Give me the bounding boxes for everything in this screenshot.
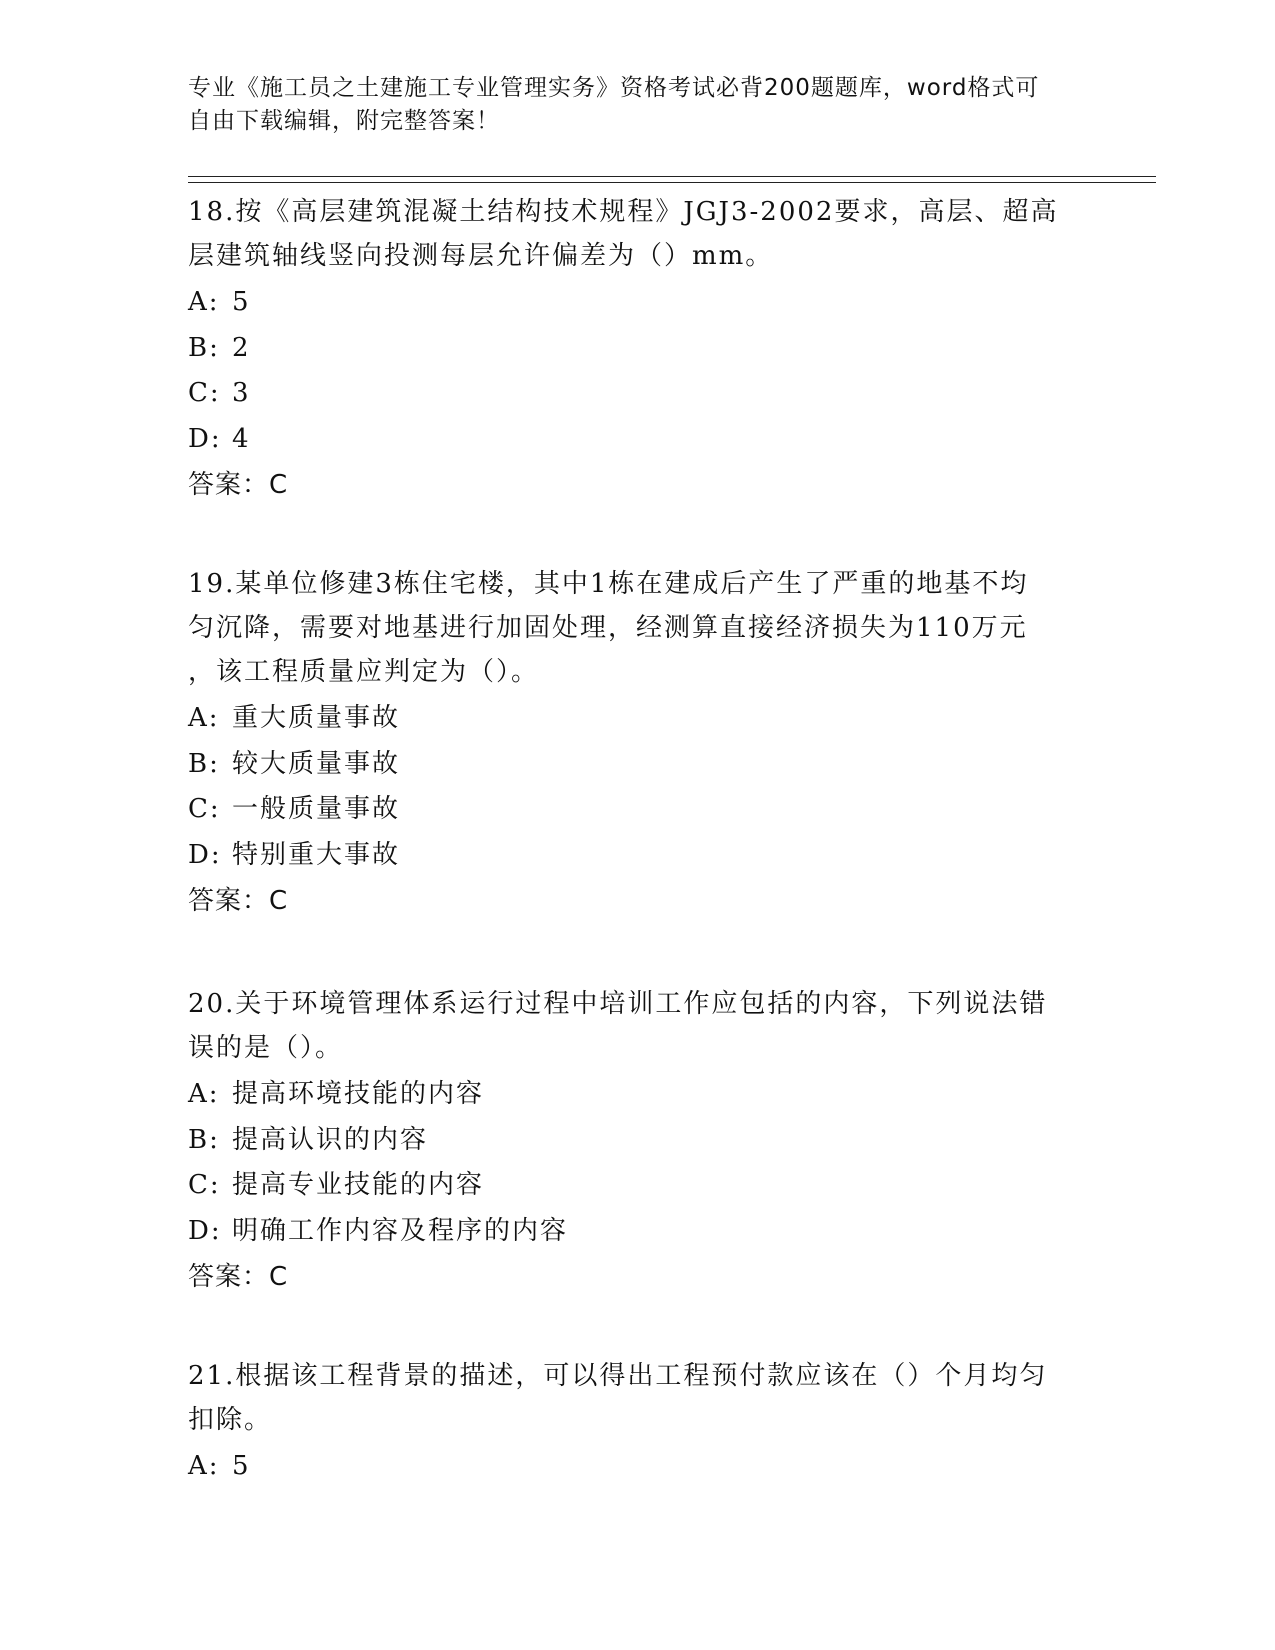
- question-stem-line: 扣除。: [188, 1405, 273, 1435]
- option-key: D:: [188, 1215, 222, 1246]
- document-header: [188, 72, 1088, 138]
- question-stem-line: 误的是（）。: [188, 1033, 344, 1063]
- option-text: 5: [232, 287, 251, 317]
- question-stem-line: 层建筑轴线竖向投测每层允许偏差为（）mm。: [188, 241, 774, 271]
- answer-option: [188, 742, 1088, 788]
- question-stem: [188, 188, 1088, 278]
- option-key: D:: [188, 839, 222, 870]
- question-stem: [188, 980, 1088, 1070]
- option-text: 提高专业技能的内容: [232, 1170, 485, 1200]
- answer-option: [188, 1163, 1088, 1209]
- question-stem-line: ，该工程质量应判定为（）。: [188, 657, 540, 687]
- question-stem-line: 20.关于环境管理体系运行过程中培训工作应包括的内容，下列说法错: [188, 989, 1048, 1019]
- option-text: 提高环境技能的内容: [232, 1079, 485, 1109]
- question-stem: [188, 560, 1088, 694]
- question-stem-line: 18.按《高层建筑混凝土结构技术规程》JGJ3-2002要求，高层、超高: [188, 197, 1059, 227]
- answer-option: [188, 1072, 1088, 1118]
- answer-option: [188, 1209, 1088, 1255]
- answer-option: [188, 417, 1088, 463]
- option-text: 重大质量事故: [232, 703, 401, 733]
- option-key: A:: [188, 287, 220, 317]
- option-text: 4: [232, 423, 251, 454]
- correct-answer: 答案：C: [188, 470, 289, 500]
- option-text: 明确工作内容及程序的内容: [232, 1215, 569, 1246]
- option-key: C:: [188, 1170, 221, 1200]
- option-key: B:: [188, 332, 220, 363]
- answer-option: [188, 326, 1088, 372]
- option-text: 一般质量事故: [232, 794, 401, 824]
- answer-option: [188, 833, 1088, 879]
- option-text: 特别重大事故: [232, 839, 401, 870]
- header-divider-bottom: [188, 182, 1156, 183]
- answer-option: [188, 696, 1088, 742]
- option-text: 较大质量事故: [232, 748, 401, 779]
- option-text: 3: [232, 378, 251, 408]
- correct-answer: 答案：C: [188, 1262, 289, 1292]
- answer-option: [188, 280, 1088, 326]
- question-item: [188, 560, 1088, 924]
- header-line-2: 自由下载编辑，附完整答案！: [188, 108, 500, 134]
- header-divider-top: [188, 176, 1156, 177]
- option-key: C:: [188, 794, 221, 824]
- option-key: A:: [188, 1451, 220, 1481]
- question-stem-line: 21.根据该工程背景的描述，可以得出工程预付款应该在（）个月均匀: [188, 1361, 1048, 1391]
- option-key: D:: [188, 423, 222, 454]
- answer-option: [188, 1118, 1088, 1164]
- correct-answer: 答案：C: [188, 886, 289, 916]
- option-key: B:: [188, 748, 220, 779]
- header-line-1: 专业《施工员之土建施工专业管理实务》资格考试必背200题题库，word格式可: [188, 75, 1040, 101]
- option-key: A:: [188, 703, 220, 733]
- option-key: B:: [188, 1124, 220, 1155]
- option-key: A:: [188, 1079, 220, 1109]
- question-item: [188, 980, 1088, 1300]
- question-item: [188, 1352, 1088, 1490]
- option-text: 2: [232, 332, 251, 363]
- question-stem-line: 匀沉降，需要对地基进行加固处理，经测算直接经济损失为110万元: [188, 613, 1028, 643]
- answer-option: [188, 1444, 1088, 1490]
- question-list: [188, 188, 1088, 1530]
- answer-option: [188, 371, 1088, 417]
- question-stem: [188, 1352, 1088, 1442]
- option-text: 提高认识的内容: [232, 1124, 429, 1155]
- question-stem-line: 19.某单位修建3栋住宅楼，其中1栋在建成后产生了严重的地基不均: [188, 569, 1029, 599]
- answer-option: [188, 787, 1088, 833]
- question-item: [188, 188, 1088, 508]
- option-key: C:: [188, 378, 221, 408]
- option-text: 5: [232, 1451, 251, 1481]
